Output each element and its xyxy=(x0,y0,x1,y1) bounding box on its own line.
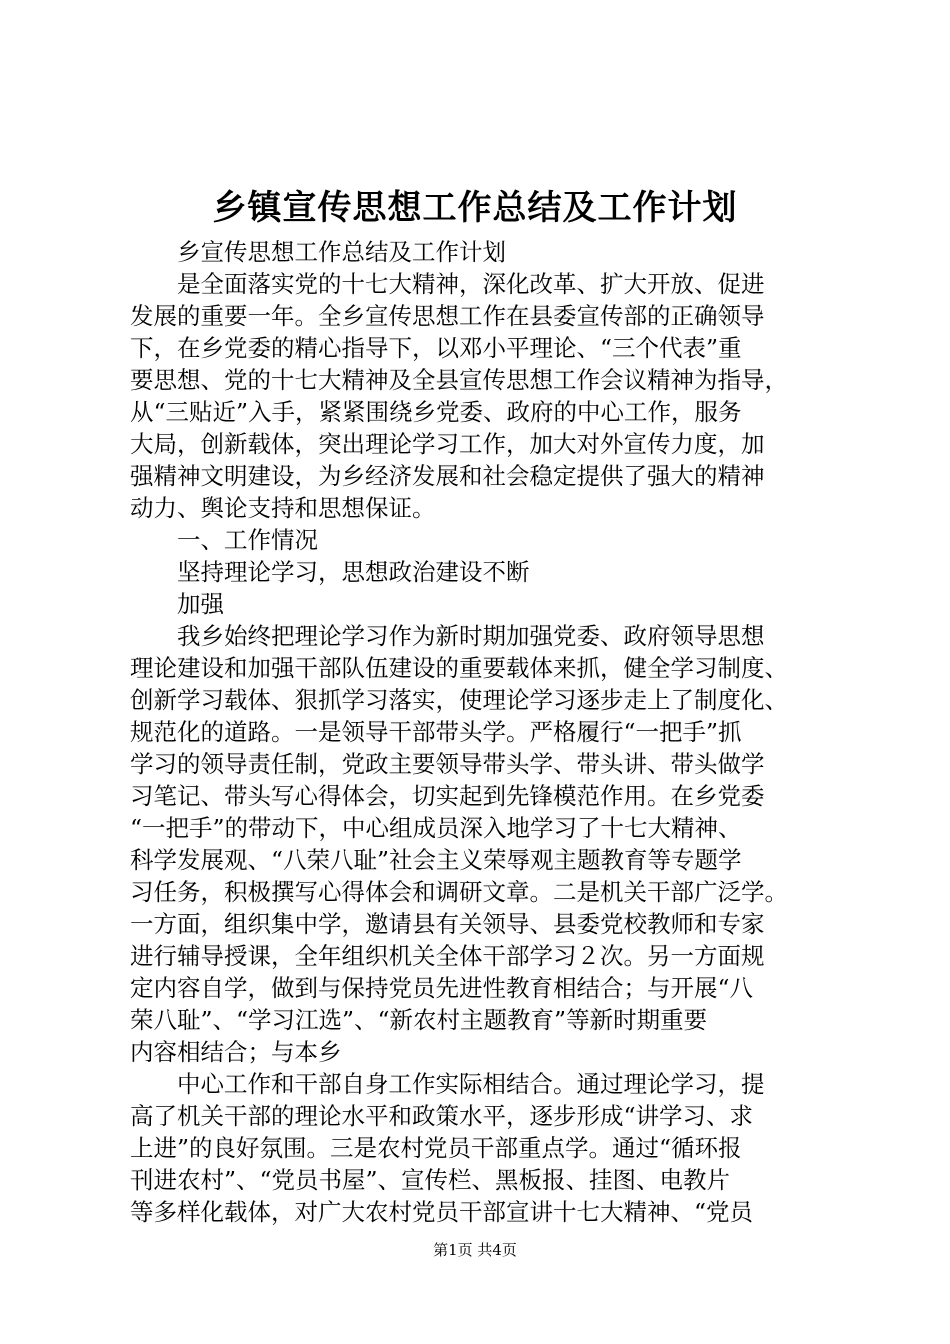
body-line: 要思想、党的十七大精神及全县宣传思想工作会议精神为指导， xyxy=(130,366,788,394)
body-line: 从“三贴近”入手，紧紧围绕乡党委、政府的中心工作，服务 xyxy=(130,398,742,426)
body-line: “一把手”的带动下，中心组成员深入地学习了十七大精神、 xyxy=(130,814,742,842)
body-line: 习任务，积极撰写心得体会和调研文章。二是机关干部广泛学。 xyxy=(130,878,788,906)
body-line: 大局，创新载体，突出理论学习工作，加大对外宣传力度，加 xyxy=(130,430,765,458)
body-line: 上进”的良好氛围。三是农村党员干部重点学。通过“循环报 xyxy=(130,1134,742,1162)
body-line: 习笔记、带头写心得体会，切实起到先锋模范作用。在乡党委 xyxy=(130,782,765,810)
body-line: 坚持理论学习，思想政治建设不断 xyxy=(177,558,530,586)
body-line: 科学发展观、“八荣八耻”社会主义荣辱观主题教育等专题学 xyxy=(130,846,742,874)
body-line: 中心工作和干部自身工作实际相结合。通过理论学习，提 xyxy=(177,1070,765,1098)
body-line: 内容相结合；与本乡 xyxy=(130,1038,342,1066)
body-line: 乡宣传思想工作总结及工作计划 xyxy=(177,238,506,266)
document-body xyxy=(130,236,835,1228)
body-line: 定内容自学，做到与保持党员先进性教育相结合；与开展“八 xyxy=(130,974,754,1002)
body-line: 一、工作情况 xyxy=(177,526,318,554)
body-line: 动力、舆论支持和思想保证。 xyxy=(130,494,436,522)
body-line: 学习的领导责任制，党政主要领导带头学、带头讲、带头做学 xyxy=(130,750,765,778)
body-line: 加强 xyxy=(177,590,224,618)
body-line: 创新学习载体、狠抓学习落实，使理论学习逐步走上了制度化、 xyxy=(130,686,788,714)
body-line: 进行辅导授课，全年组织机关全体干部学习２次。另一方面规 xyxy=(130,942,765,970)
body-line: 规范化的道路。一是领导干部带头学。严格履行“一把手”抓 xyxy=(130,718,742,746)
body-line: 荣八耻”、“学习江选”、“新农村主题教育”等新时期重要 xyxy=(130,1006,708,1034)
body-line: 我乡始终把理论学习作为新时期加强党委、政府领导思想 xyxy=(177,622,765,650)
document-title: 乡镇宣传思想工作总结及工作计划 xyxy=(212,188,738,228)
body-line: 强精神文明建设，为乡经济发展和社会稳定提供了强大的精神 xyxy=(130,462,765,490)
body-line: 发展的重要一年。全乡宣传思想工作在县委宣传部的正确领导 xyxy=(130,302,765,330)
page-footer: 第1页 共4页 xyxy=(433,1241,517,1259)
body-line: 下，在乡党委的精心指导下，以邓小平理论、“三个代表”重 xyxy=(130,334,742,362)
body-line: 是全面落实党的十七大精神，深化改革、扩大开放、促进 xyxy=(177,270,765,298)
body-line: 高了机关干部的理论水平和政策水平，逐步形成“讲学习、求 xyxy=(130,1102,754,1130)
body-line: 理论建设和加强干部队伍建设的重要载体来抓，健全学习制度、 xyxy=(130,654,788,682)
body-line: 一方面，组织集中学，邀请县有关领导、县委党校教师和专家 xyxy=(130,910,765,938)
body-line: 刊进农村”、“党员书屋”、宣传栏、黑板报、挂图、电教片 xyxy=(130,1166,731,1194)
body-line: 等多样化载体，对广大农村党员干部宣讲十七大精神、“党员 xyxy=(130,1198,754,1226)
